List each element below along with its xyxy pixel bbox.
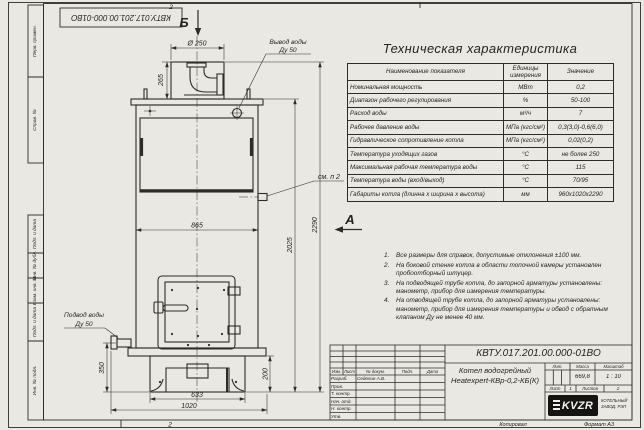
outlet-callout-line2: Ду 50 <box>279 47 297 54</box>
product-name-line1: Котел водогрейный <box>458 366 532 375</box>
sampling-fitting <box>258 194 267 201</box>
spec-title: Техническая характеристика <box>382 41 578 56</box>
lit-label: Лит. <box>552 364 563 369</box>
dim-2290: 2290 <box>312 217 319 233</box>
spec-name: Температура уходящих газов <box>348 147 504 160</box>
table-row <box>348 147 614 160</box>
spec-unit: МПа (кгс/см²) <box>504 121 548 134</box>
spec-header-units: Единицы измерения <box>504 64 548 81</box>
developer-name: Седелин А.В. <box>357 376 386 381</box>
spec-header-value: Значение <box>548 64 614 81</box>
spec-name: Температура воды (вход/выход) <box>348 174 504 187</box>
table-row <box>348 174 614 187</box>
company-line1: КОТЕЛЬНЫЙ <box>601 398 628 403</box>
spec-name: Максимальная рабочая температура воды <box>348 161 504 174</box>
col-docnum: № докум. <box>366 369 385 374</box>
door-hinge-bottom <box>228 326 240 334</box>
elbow-pipe <box>184 63 224 95</box>
water-inlet-fitting <box>111 336 131 349</box>
spec-unit: МВт <box>504 81 548 94</box>
note-item: Все размеры для справок, допустимые отклонения ±100 мм. <box>396 252 582 259</box>
role-tkontr: Т. контр. <box>331 391 351 396</box>
margin-perv-primen: Перв. примен. <box>33 25 39 57</box>
spec-table <box>347 63 614 202</box>
spec-value: 0,3(3,0)-0,6(6,0) <box>548 121 614 134</box>
copied-label: Копировал <box>499 421 527 428</box>
table-row <box>348 161 614 174</box>
spec-name: Диапазон рабочего регулирования <box>348 94 504 107</box>
view-b-label: Б <box>179 15 189 30</box>
margin-inv-dubl: Инв. № дубл. <box>33 250 39 281</box>
table-row <box>348 188 614 201</box>
sheets-value: 2 <box>616 386 620 391</box>
spec-name: Гидравлическое сопротивление котла <box>348 134 504 147</box>
dim-350: 350 <box>99 362 106 374</box>
spec-name: Габариты котла (длинна х ширина х высота) <box>348 188 504 201</box>
chimney-box <box>171 62 224 99</box>
margin-sprav-no: Справ. № <box>33 109 39 131</box>
col-izm: Изм. <box>331 369 342 374</box>
table-row <box>348 81 614 94</box>
company-line2: ЗАВОД. РЭП <box>601 404 627 410</box>
zone-top-label: 2 <box>169 4 173 11</box>
col-podp: Подп. <box>401 369 414 374</box>
view-a-label: А <box>345 212 355 227</box>
product-name-line2: Heatexpert-КВр-0,2-КБ(К) <box>450 376 539 385</box>
spec-value: 7 <box>548 107 614 120</box>
company-name <box>601 398 633 411</box>
role-prov: Пров. <box>331 383 344 389</box>
table-row <box>348 121 614 134</box>
spec-value: 960х1020х2290 <box>548 188 614 201</box>
logo-text: KVZR <box>561 399 594 412</box>
sheet-value: 1 <box>569 386 572 391</box>
col-list: Лист <box>343 369 356 374</box>
doc-number: КВТУ.017.201.00.000-01ВО <box>476 348 601 359</box>
col-data: Дата <box>426 369 439 374</box>
base-stand <box>150 356 245 392</box>
see-note-callout: см. п 2 <box>318 174 340 181</box>
spec-value: 0,02(0,2) <box>548 134 614 147</box>
top-post-left <box>144 89 147 99</box>
door-handle <box>163 305 188 311</box>
format-label: Формат А3 <box>583 421 615 428</box>
spec-unit: мм <box>504 188 548 201</box>
sheet-label: Лист <box>549 386 561 391</box>
note-item: На боковой стенке котла в области топочной камеры установлен пробоотборный штуцер. <box>396 261 602 277</box>
role-razrab: Разраб. <box>331 376 348 381</box>
boiler-front-view <box>111 62 267 392</box>
spec-value: 115 <box>548 161 614 174</box>
notes-list <box>396 252 634 324</box>
margin-vzam-inv: Взам. инв. № <box>33 275 39 306</box>
dim-1020: 1020 <box>181 403 197 410</box>
dim-200: 200 <box>262 368 270 380</box>
dim-865: 865 <box>191 222 203 230</box>
role-nachotd: Нач. отд. <box>331 398 352 404</box>
margin-inv-podl: Инв. № подл. <box>33 365 39 396</box>
spec-name: Расход воды <box>348 107 504 120</box>
view-b-arrowhead <box>195 28 201 36</box>
spec-unit: °С <box>504 147 548 160</box>
spec-value: не более 250 <box>548 147 614 160</box>
spec-value: 50-100 <box>548 94 614 107</box>
spec-name: Номинальная мощность <box>348 81 504 94</box>
spec-unit: °С <box>504 174 548 187</box>
dim-2025: 2025 <box>287 237 294 253</box>
mass-label: Масса <box>576 364 589 369</box>
sheets-label: Листов <box>582 386 598 391</box>
dim-chimney-diameter: Ø 250 <box>187 40 207 48</box>
door-hinge-top <box>228 287 240 295</box>
outlet-callout-line1: Вывод воды <box>269 39 307 46</box>
mass-value: 669,8 <box>574 374 590 380</box>
dim-265: 265 <box>158 74 165 86</box>
zone-bottom-label: 2 <box>168 421 172 429</box>
spec-unit: °С <box>504 161 548 174</box>
spec-header-row <box>348 64 614 81</box>
role-utv: Утв. <box>331 413 342 419</box>
margin-podp-data-2: Подп. и дата <box>33 306 39 338</box>
heat-exchanger-window <box>140 118 253 192</box>
inlet-callout-line2: Ду 50 <box>75 321 93 328</box>
logo-bars-icon <box>553 400 560 411</box>
scale-value: 1 : 10 <box>605 374 621 380</box>
note-item: На отводящей трубе котла, до запорной арматуры установлены: манометр, прибор для измерения температуры и обвод с обратным клапаном Ду не менее 40 мм. <box>396 297 608 321</box>
role-nkontr: Н. контр. <box>331 406 352 411</box>
view-a-arrowhead <box>335 226 344 232</box>
spec-value: 0,2 <box>548 81 614 94</box>
dim-633: 633 <box>191 392 203 399</box>
table-row <box>348 107 614 120</box>
spec-name: Рабочее давление воды <box>348 121 504 134</box>
scale-label: Масштаб <box>603 364 624 369</box>
table-row <box>348 94 614 107</box>
spec-value: 70/95 <box>548 174 614 187</box>
spec-header-name: Наименование показателя <box>348 64 504 81</box>
kvzr-logo <box>548 395 598 416</box>
margin-labels <box>32 25 38 395</box>
margin-podp-data-1: Подп. и дата <box>33 218 39 250</box>
spec-unit: % <box>504 94 548 107</box>
spec-unit: МПа (кгс/см²) <box>504 134 548 147</box>
note-item: На подводящей трубе котла, до запорной арматуры установлены: манометр, прибор для измерения температуры. <box>396 279 603 295</box>
rotated-doc-stamp: КВТУ.017.201.00.000-01ВО <box>71 13 171 22</box>
spec-unit: м³/ч <box>504 107 548 120</box>
table-row <box>348 134 614 147</box>
inlet-callout-line1: Подвод воды <box>64 312 104 319</box>
